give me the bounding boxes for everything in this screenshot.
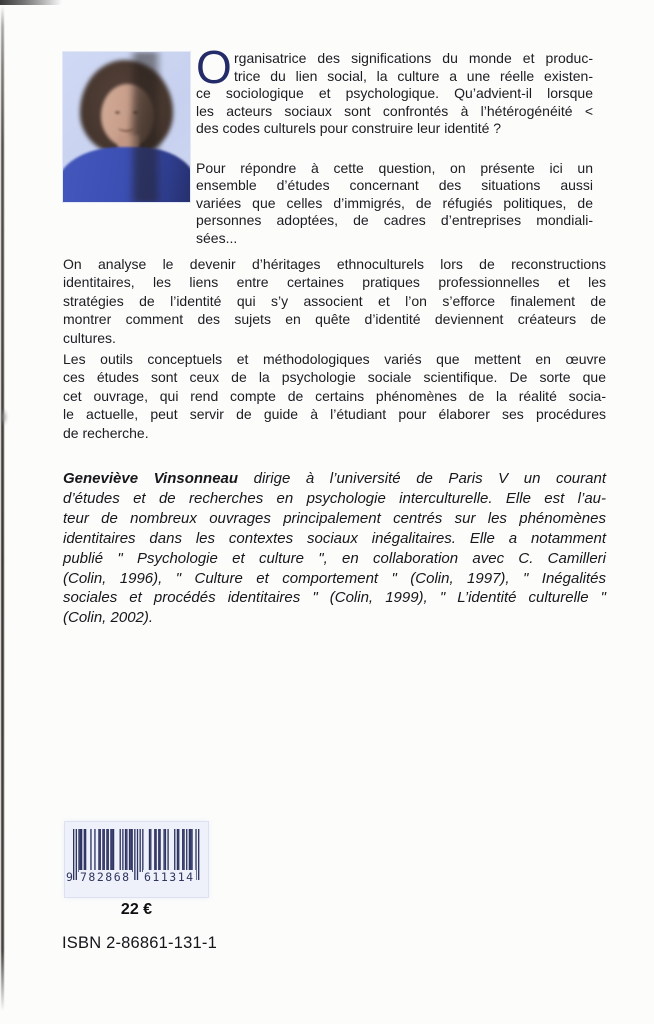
text-line: sées...	[196, 229, 238, 246]
text-line: le actuelle, peut servir de guide à l’étudiant pour élaborer ses procédures	[63, 406, 606, 423]
text-line: (Colin, 2002).	[63, 609, 154, 627]
text-line: de recherche.	[63, 424, 149, 441]
scan-artifact-mid-smudge	[0, 408, 8, 426]
text-line: (Colin, 1996), " Culture et comportement " (Colin, 1997), " Inégalités	[63, 569, 606, 587]
text-line: rganisatrice des significations du monde et produc-	[234, 50, 593, 66]
text-line: d’études et de recherches en psychologie interculturelle. Elle est l’au-	[63, 489, 606, 507]
text-line: personnes adoptées, de cadres d’entreprises mondiali-	[196, 212, 593, 229]
text-line: ensemble d’études concernant des situations aussi	[196, 177, 593, 194]
text-line: trice du lien social, la culture a une réelle existen-	[234, 67, 593, 84]
bio-lines	[63, 489, 606, 628]
intro-full-lines	[196, 85, 593, 138]
text-line: Les outils conceptuels et méthodologiques variés que mettent en œuvre	[63, 351, 606, 367]
text-line: variées que celles d’immigrés, de réfugiés politiques, de	[196, 194, 593, 211]
barcode-digit-group-1: 782868	[80, 870, 131, 884]
paragraph-methodology	[63, 350, 606, 442]
text-line: les acteurs sociaux sont confrontés à l’hétérogénéité <	[196, 102, 593, 119]
author-name: Geneviève Vinsonneau	[63, 470, 239, 487]
text-line: des codes culturels pour construire leur identité ?	[196, 120, 502, 137]
text-line: On analyse le devenir d’héritages ethnoculturels lors de reconstructions	[63, 256, 606, 272]
paragraph-analysis	[63, 255, 606, 347]
barcode-digit-left: 9	[66, 870, 73, 884]
photo-shadow	[128, 52, 164, 202]
bio-first-line-rest: dirige à l’université de Paris V un courant	[238, 470, 607, 487]
author-photo	[63, 52, 190, 202]
intro-paragraph	[196, 41, 593, 138]
barcode-digit-group-2: 611314	[144, 870, 195, 884]
text-line: sociales et procédés identitaires " (Colin, 1999), " L’identité culturelle "	[63, 589, 606, 607]
drop-cap: O	[196, 41, 232, 93]
barcode-sticker	[65, 822, 208, 897]
text-line: ce sociologique et psychologique. Qu’advient-il lorsque	[196, 85, 593, 102]
text-line: montrer comment des sujets en quête d’identité deviennent créateurs de	[63, 311, 606, 328]
text-line: publié " Psychologie et culture ", en collaboration avec C. Camilleri	[63, 549, 606, 567]
paragraph-studies	[196, 160, 593, 247]
text-line: teur de nombreux ouvrages principalement centrés sur les phénomènes	[63, 509, 606, 527]
author-bio	[63, 469, 606, 628]
isbn-label: ISBN 2-86861-131-1	[62, 934, 217, 952]
scan-artifact-left-edge	[1, 6, 4, 1011]
text-line: stratégies de l’identité qui s’y associent et l’on s’efforce finalement de	[63, 292, 606, 309]
bio-first-line	[63, 469, 606, 489]
photo-blue-top	[63, 147, 190, 203]
price-label: 22 €	[120, 901, 153, 918]
text-line: identitaires, les liens entre certaines pratiques professionnelles et les	[63, 274, 606, 291]
text-line: Pour répondre à cette question, on présente ici un	[196, 160, 593, 176]
text-line: ces études sont ceux de la psychologie sociale scientifique. De sorte que	[63, 369, 606, 386]
scan-artifact-top-smudge	[0, 0, 62, 5]
barcode-digits	[66, 870, 203, 884]
intro-indented-lines	[196, 41, 593, 93]
text-line: identitaires dans les contextes sociaux inégalitaires. Elle a notamment	[63, 529, 606, 547]
photo-eye-left	[115, 111, 120, 114]
text-line: cultures.	[63, 329, 116, 346]
text-line: cet ouvrage, qui rend compte de certains phénomènes de la réalité socia-	[63, 387, 606, 404]
